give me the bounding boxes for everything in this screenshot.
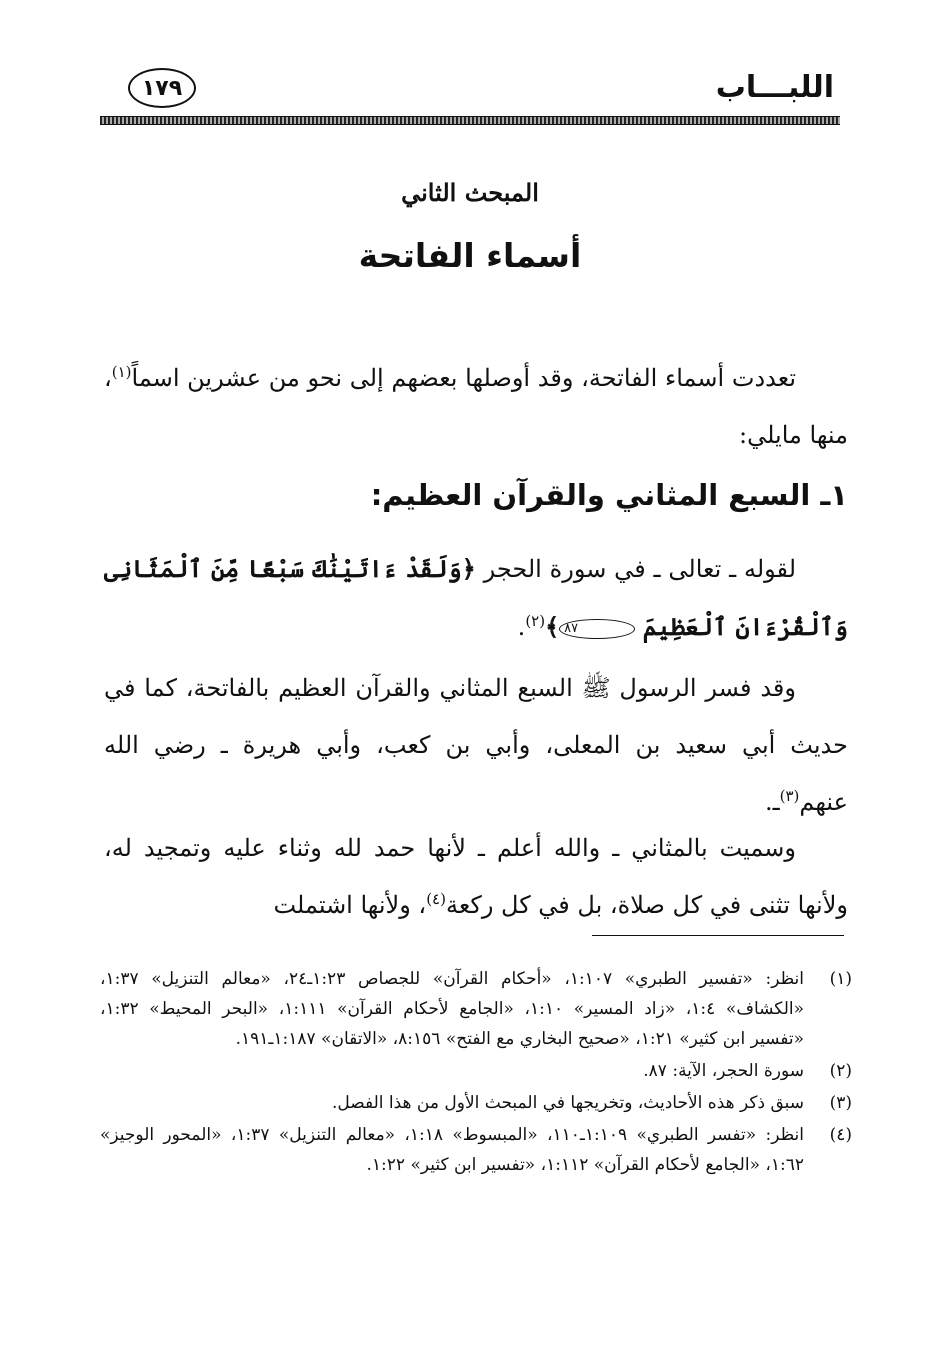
ayah-number-marker: ٨٧ [559,619,635,639]
footnote-text: انظر: «تفسر الطبري» ١:١٠٩ـ١١٠، «المبسوط» ١:١٨، «معالم التنزيل» ١:٣٧، «المحور الوجيز» ١:٦٢، «الجامع لأحكام القرآن» ١:١١٢، «تفسير ابن كثير» ١:٢٢. [100,1125,804,1175]
running-header-title: اللبـــاب [715,70,834,105]
footnote-number: (١) [829,969,852,989]
subheading-sab-mathani: ١ـ السبع المثاني والقرآن العظيم: [370,478,848,512]
quran-bracket: ﴾ [545,612,560,641]
footnote-ref: (٢) [525,612,546,630]
footnote-item [100,1120,852,1180]
footnote-ref: (٣) [779,787,800,805]
paragraph-hadith [104,660,848,831]
footnote-text: سورة الحجر، الآية: ٨٧. [643,1061,804,1081]
chapter-title: أسماء الفاتحة [358,236,582,275]
header-divider [100,116,840,125]
paragraph-text: وقد فسر الرسول ﷺ السبع المثاني والقرآن العظيم بالفاتحة، كما في حديث أبي سعيد بن المعلى، وأبي بن كعب، وأبي هريرة ـ رضي الله عنهم [104,674,848,816]
paragraph-intro [104,350,848,464]
footnote-item [100,1088,852,1118]
paragraph-text: ـ. [764,788,780,816]
quran-verse: ﴿وَلَقَدْ ءَاتَيْنَٰكَ سَبْعًا مِّنَ ٱلْمَثَانِى وَٱلْقُرْءَانَ ٱلْعَظِيمَ [104,554,848,641]
page-number-badge: ١٧٩ [128,68,196,108]
paragraph-text: ، منها مايلي: [104,364,848,449]
paragraph-text: ، ولأنها اشتملت [273,891,427,919]
footnote-text: سبق ذكر هذه الأحاديث، وتخريجها في المبحث الأول من هذا الفصل. [331,1093,804,1113]
footnote-ref: (٤) [426,890,446,908]
section-title: المبحث الثاني [401,178,539,207]
paragraph-text: وسميت بالمثاني ـ والله أعلم ـ لأنها حمد لله وثناء عليه وتمجيد له، ولأنها تثنى في كل صلاة، بل في كل ركعة [104,834,848,919]
paragraph-text: . [517,613,526,641]
footnotes [100,964,852,1182]
footnote-text: انظر: «تفسير الطبري» ١:١٠٧، «أحكام القرآن» للجصاص ١:٢٣ـ٢٤، «معالم التنزيل» ١:٣٧، «الكشاف» ١:٤، «زاد المسير» ١:١٠، «الجامع لأحكام القرآن» ١:١١١، «البحر المحيط» ١:٣٢، «تفسير ابن كثير» ١:٢١، «صحيح البخاري مع الفتح» ٨:١٥٦، «الاتقان» ١:١٨٧ـ١٩١. [100,969,804,1049]
paragraph-verse [104,540,848,656]
footnote-number: (٤) [829,1125,852,1145]
paragraph-text: لقوله ـ تعالى ـ في سورة الحجر [483,555,797,583]
footnote-item [100,964,852,1054]
paragraph-text: تعددت أسماء الفاتحة، وقد أوصلها بعضهم إلى نحو من عشرين اسماً [131,364,796,392]
footnote-divider [592,935,844,936]
footnote-item [100,1056,852,1086]
footnote-ref: (١) [111,363,132,381]
paragraph-mathani-reason [104,820,848,934]
footnote-number: (٣) [829,1093,852,1113]
footnote-number: (٢) [829,1061,852,1081]
